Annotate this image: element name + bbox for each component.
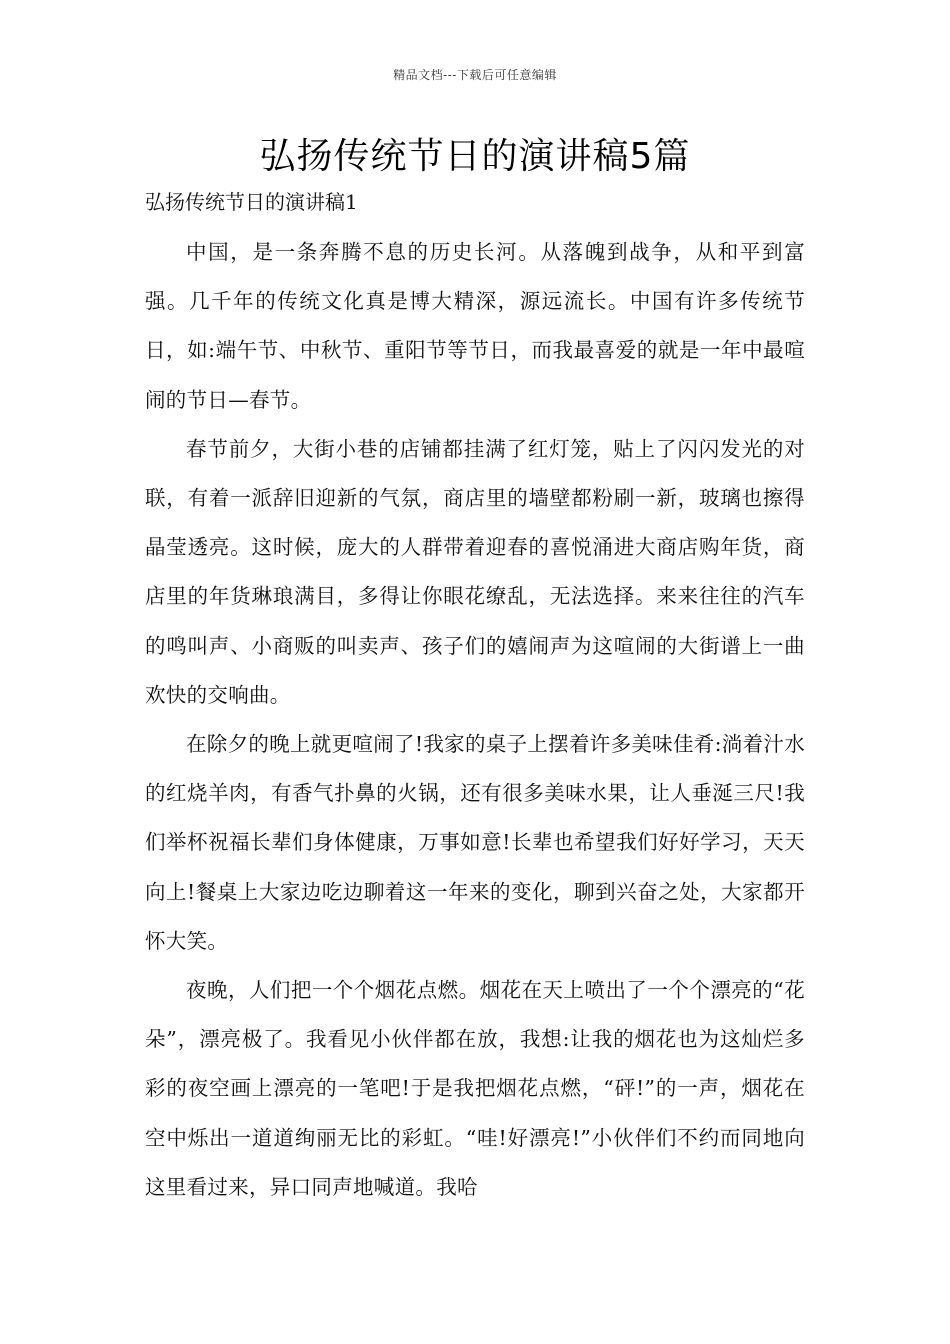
paragraph: 在除夕的晚上就更喧闹了!我家的桌子上摆着许多美味佳肴:淌着汁水的红烧羊肉，有香气扑鼻的火锅，还有很多美味水果，让人垂涎三尺!我们举杯祝福长辈们身体健康，万事如意!长辈也希望我们好好学习，天天向上!餐桌上大家边吃边聊着这一年来的变化，聊到兴奋之处，大家都开怀大笑。: [145, 732, 805, 953]
paragraph: 春节前夕，大街小巷的店铺都挂满了红灯笼，贴上了闪闪发光的对联，有着一派辞旧迎新的气氛，商店里的墙壁都粉刷一新，玻璃也擦得晶莹透亮。这时候，庞大的人群带着迎春的喜悦涌进大商店购年货，商店里的年货琳琅满目，多得让你眼花缭乱，无法选择。来来往往的汽车的鸣叫声、小商贩的叫卖声、孩子们的嬉闹声为这喧闹的大街谱上一曲欢快的交响曲。: [145, 436, 805, 707]
paragraph: 夜晚，人们把一个个烟花点燃。烟花在天上喷出了一个个漂亮的“花朵”，漂亮极了。我看见小伙伴都在放，我想:让我的烟花也为这灿烂多彩的夜空画上漂亮的一笔吧!于是我把烟花点燃，“砰!”的一声，烟花在空中烁出一道道绚丽无比的彩虹。“哇!好漂亮!”小伙伴们不约而同地向这里看过来，异口同声地喊道。我哈: [145, 978, 805, 1199]
document-title: 弘扬传统节日的演讲稿5篇: [259, 136, 691, 177]
document-body: [145, 228, 805, 1212]
header-note: 精品文档---下载后可任意编辑: [393, 68, 557, 82]
section-subtitle: 弘扬传统节日的演讲稿1: [145, 190, 358, 214]
paragraph: 中国，是一条奔腾不息的历史长河。从落魄到战争，从和平到富强。几千年的传统文化真是博大精深，源远流长。中国有许多传统节日，如:端午节、中秋节、重阳节等节日，而我最喜爱的就是一年中最喧闹的节日—春节。: [145, 240, 805, 412]
